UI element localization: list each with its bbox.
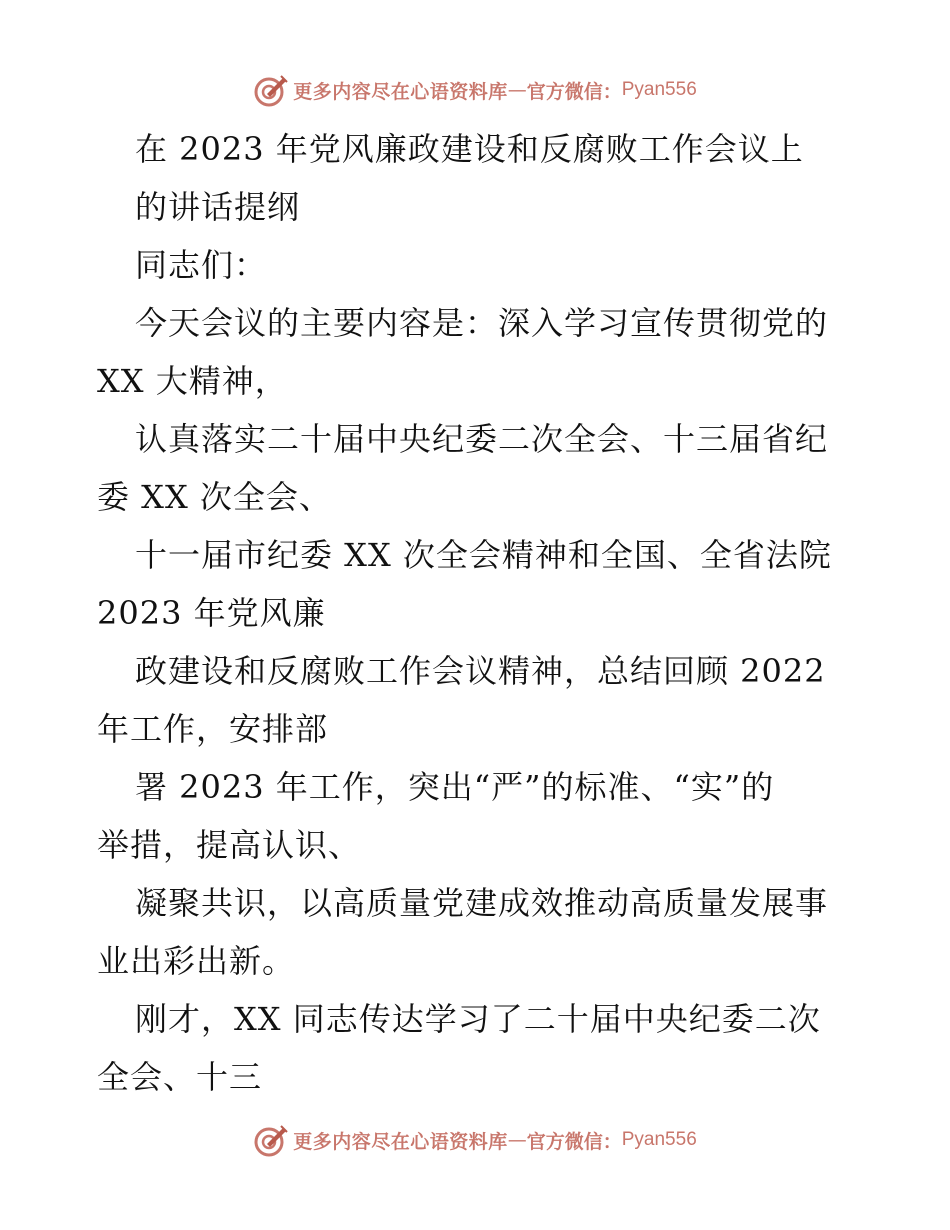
watermark-text: 更多内容尽在心语资料库 xyxy=(293,1130,508,1153)
watermark-wechat-id: Pyan556 xyxy=(621,1129,697,1150)
watermark-banner-top xyxy=(0,70,950,110)
text-line: 刚才，XX 同志传达学习了二十届中央纪委二次 xyxy=(135,1000,821,1038)
watermark-content xyxy=(253,1122,697,1158)
watermark-wechat-label: 官方微信： xyxy=(526,1130,622,1153)
watermark-separator: — xyxy=(507,1129,527,1151)
text-line: 十一届市纪委 XX 次全会精神和全国、全省法院 xyxy=(135,536,832,574)
text-line: 委 XX 次全会、 xyxy=(97,478,332,516)
text-line: 举措，提高认识、 xyxy=(97,826,362,864)
text-line: 凝聚共识，以高质量党建成效推动高质量发展事 xyxy=(135,884,829,922)
text-line: 全会、十三 xyxy=(97,1058,263,1096)
watermark-wechat-id: Pyan556 xyxy=(621,79,697,100)
text-line: 政建设和反腐败工作会议精神，总结回顾 2022 xyxy=(135,652,826,690)
watermark-content xyxy=(253,72,697,108)
logo-icon xyxy=(253,72,289,108)
logo-icon xyxy=(253,1122,289,1158)
watermark-separator: — xyxy=(507,79,527,101)
text-line: 今天会议的主要内容是：深入学习宣传贯彻党的 xyxy=(135,304,829,342)
title-line-2: 的讲话提纲 xyxy=(135,188,301,226)
salutation: 同志们： xyxy=(135,246,268,284)
text-line: XX 大精神， xyxy=(97,362,288,400)
document-body xyxy=(97,120,857,1106)
watermark-text: 更多内容尽在心语资料库 xyxy=(293,80,508,103)
title-line-1: 在 2023 年党风廉政建设和反腐败工作会议上 xyxy=(135,130,804,168)
text-line: 年工作，安排部 xyxy=(97,710,329,748)
watermark-banner-bottom xyxy=(0,1120,950,1160)
text-line: 署 2023 年工作，突出“严”的标准、“实”的 xyxy=(135,768,775,806)
text-line: 业出彩出新。 xyxy=(97,942,296,980)
text-line: 2023 年党风廉 xyxy=(97,594,326,632)
text-line: 认真落实二十届中央纪委二次全会、十三届省纪 xyxy=(135,420,829,458)
watermark-wechat-label: 官方微信： xyxy=(526,80,622,103)
